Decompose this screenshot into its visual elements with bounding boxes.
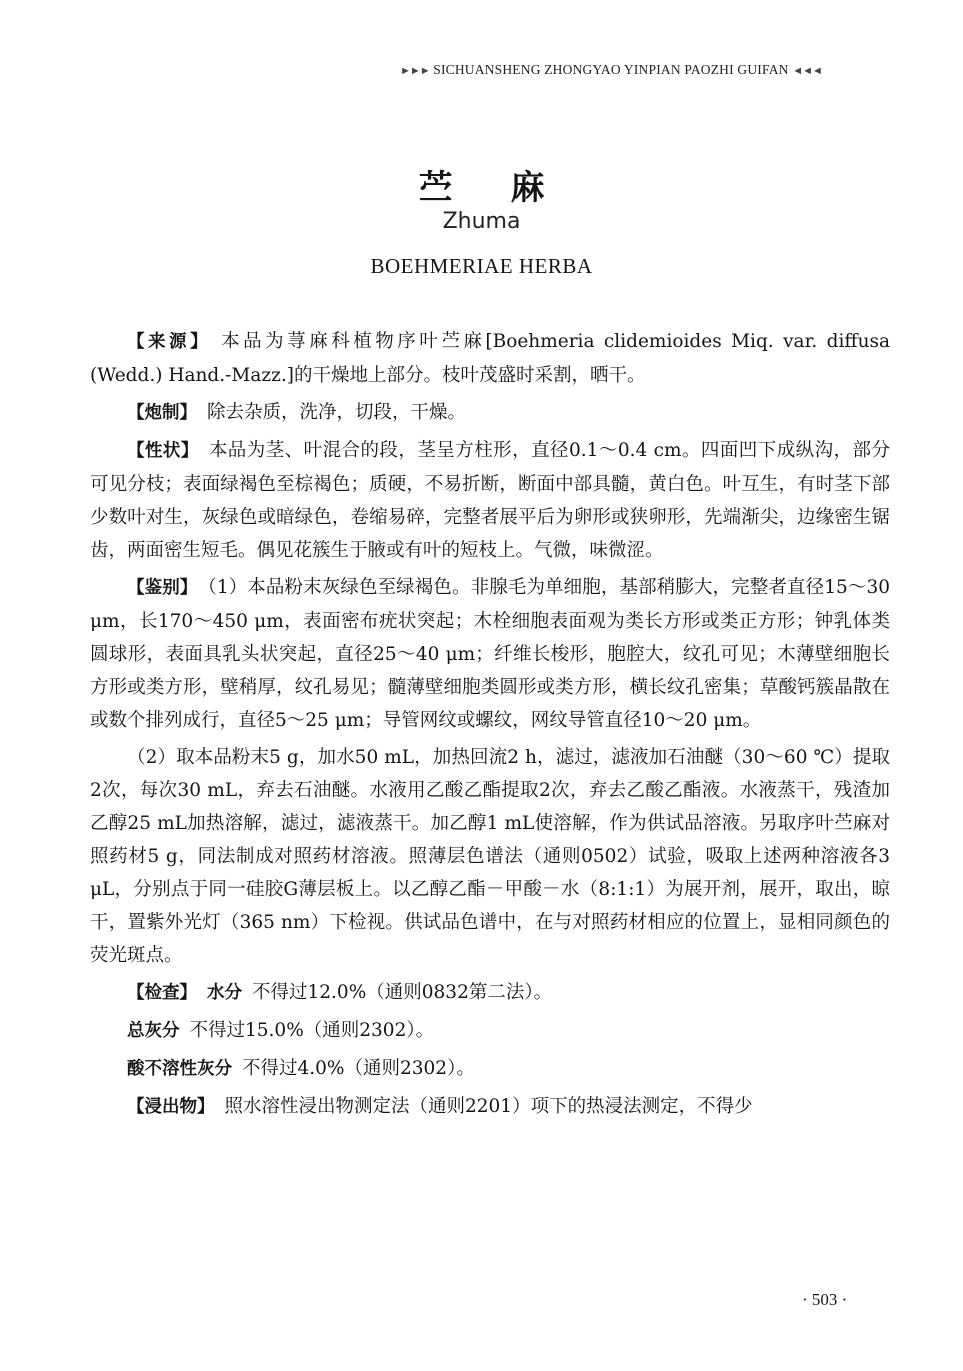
- section-label-identification: 【鉴别】: [127, 578, 198, 598]
- arrow-left-icon: ◄◄◄: [792, 65, 822, 77]
- section-source: [90, 325, 890, 392]
- title-pinyin: Zhuma: [442, 209, 521, 234]
- identification-text-2: （2）取本品粉末5 g，加水50 mL，加热回流2 h，滤过，滤液加石油醚（30～60 ℃）提取2次，每次30 mL，弃去石油醚。水液用乙酸乙酯提取2次，弃去乙酸乙酯液。水液蒸干，残渣加乙醇25 mL加热溶解，滤过，滤液蒸干。加乙醇1 mL使溶解，作为供试品溶液。另取序叶苎麻对照药材5 g，同法制成对照药材溶液。照薄层色谱法（通则0502）试验，吸取上述两种溶液各3 μL，分别点于同一硅胶G薄层板上。以乙醇乙酯－甲酸－水（8:1:1）为展开剂，展开，取出，晾干，置紫外光灯（365 nm）下检视。供试品色谱中，在与对照药材相应的位置上，显相同颜色的荧光斑点。: [90, 747, 890, 966]
- source-text: 本品为荨麻科植物序叶苎麻[Boehmeria clidemioides Miq. var. diffusa (Wedd.) Hand.-Mazz.]的干燥地上部分。枝叶茂盛时采割，晒干。: [90, 331, 891, 386]
- total-ash-label: 总灰分: [127, 1021, 180, 1041]
- title-chinese: 苎麻: [418, 168, 603, 208]
- monograph-body: [90, 325, 890, 1128]
- moisture-label: 水分: [207, 983, 242, 1003]
- moisture-text: 不得过12.0%（通则0832第二法）。: [252, 982, 553, 1003]
- section-identification-2: [90, 741, 890, 972]
- section-label-inspection: 【检查】: [127, 983, 197, 1003]
- section-label-description: 【性状】: [127, 441, 199, 461]
- section-label-extract: 【浸出物】: [127, 1097, 215, 1117]
- section-label-source: 【来源】: [127, 332, 212, 352]
- acid-ash-line: [90, 1052, 890, 1086]
- running-title: SICHUANSHENG ZHONGYAO YINPIAN PAOZHI GUIFAN: [433, 62, 789, 77]
- processing-text: 除去杂质，洗净，切段，干燥。: [207, 402, 467, 423]
- total-ash-line: [90, 1014, 890, 1048]
- extract-text: 照水溶性浸出物测定法（通则2201）项下的热浸法测定，不得少: [224, 1096, 753, 1117]
- acid-ash-label: 酸不溶性灰分: [127, 1059, 232, 1079]
- description-text: 本品为茎、叶混合的段，茎呈方柱形，直径0.1～0.4 cm。四面凹下成纵沟，部分可见分枝；表面绿褐色至棕褐色；质硬，不易折断，断面中部具髓，黄白色。叶互生，有时茎下部少数叶对生，灰绿色或暗绿色，卷缩易碎，完整者展平后为卵形或狭卵形，先端渐尖，边缘密生锯齿，两面密生短毛。偶见花簇生于腋或有叶的短枝上。气微，味微涩。: [90, 440, 890, 561]
- title-latin: BOEHMERIAE HERBA: [370, 254, 593, 278]
- section-label-processing: 【炮制】: [127, 403, 197, 423]
- total-ash-text: 不得过15.0%（通则2302）。: [189, 1020, 435, 1041]
- running-header: [400, 62, 900, 78]
- section-inspection: [90, 976, 890, 1010]
- section-extract: [90, 1090, 890, 1124]
- page-number: · 503 ·: [802, 1290, 848, 1309]
- identification-text-1: （1）本品粉末灰绿色至绿褐色。非腺毛为单细胞，基部稍膨大，完整者直径15～30 μm，长170～450 μm，表面密布疣状突起；木栓细胞表面观为类长方形或类正方形；钟乳体类圆球形，表面具乳头状突起，直径25～40 μm；纤维长梭形，胞腔大，纹孔可见；木薄壁细胞长方形或类方形，壁稍厚，纹孔易见；髓薄壁细胞类圆形或类方形，横长纹孔密集；草酸钙簇晶散在或数个排列成行，直径5～25 μm；导管网纹或螺纹，网纹导管直径10～20 μm。: [90, 577, 891, 731]
- section-description: [90, 434, 890, 567]
- arrow-right-icon: ►►►: [400, 65, 430, 77]
- acid-ash-text: 不得过4.0%（通则2302）。: [242, 1058, 475, 1079]
- section-processing: [90, 396, 890, 430]
- section-identification: [90, 571, 890, 737]
